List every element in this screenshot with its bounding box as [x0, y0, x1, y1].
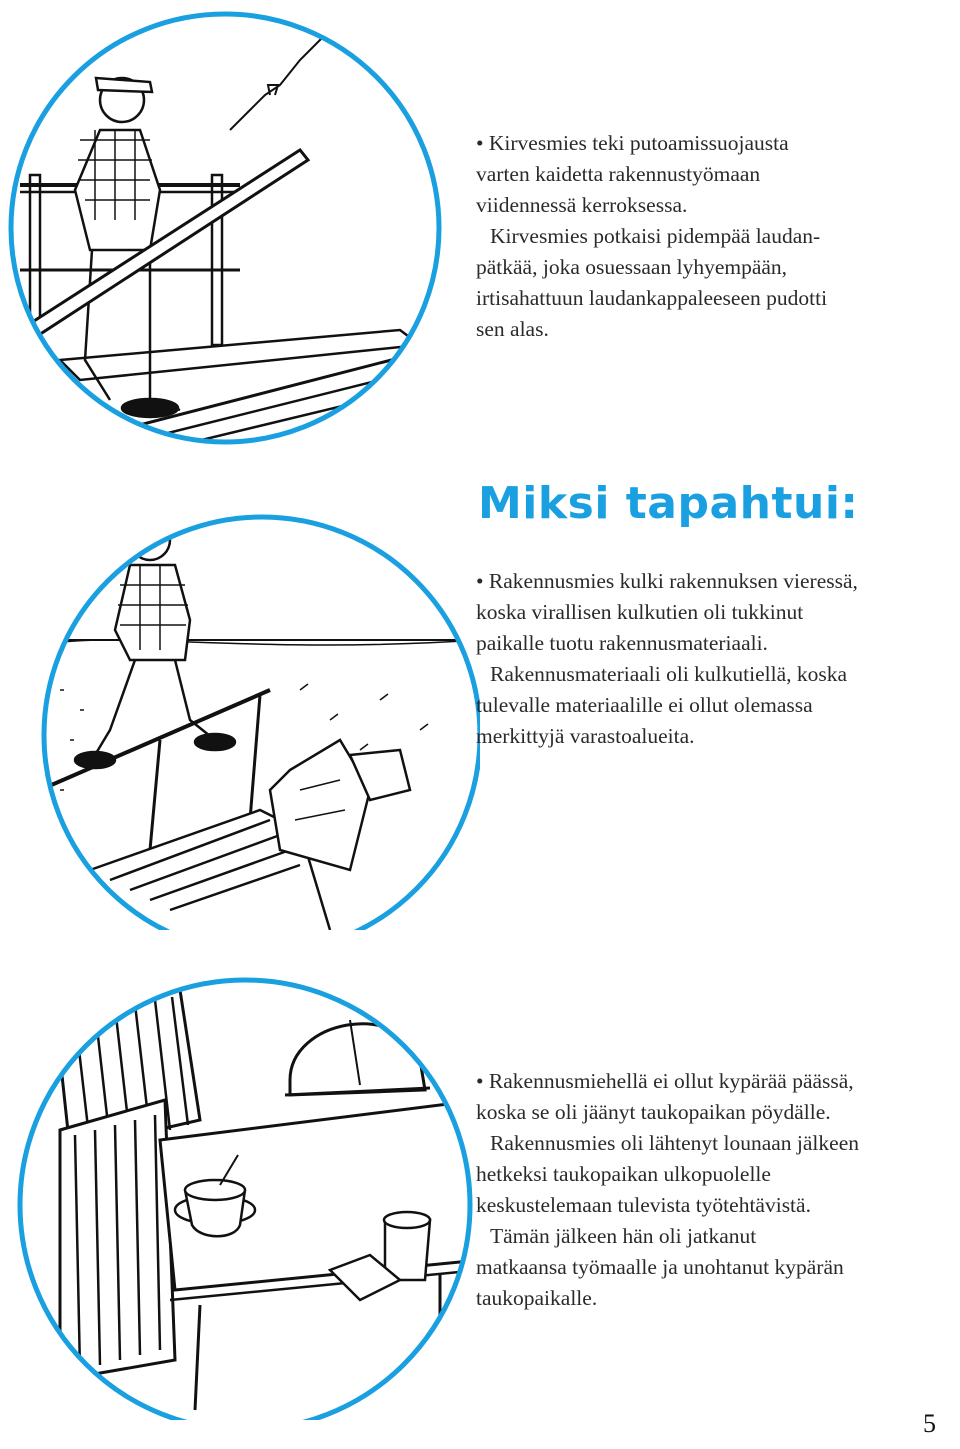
section1-line: pätkää, joka osuessaan lyhyempään, — [476, 255, 788, 279]
section3-line: keskustelemaan tulevista työtehtävistä. — [476, 1193, 811, 1217]
section3-line: Rakennusmies oli lähtenyt lounaan jälkeen — [490, 1131, 859, 1155]
section3-line: Tämän jälkeen hän oli jatkanut — [490, 1224, 757, 1248]
section3-line: taukopaikalle. — [476, 1286, 598, 1310]
section1-line: varten kaidetta rakennustyömaan — [476, 162, 761, 186]
section2-text — [476, 566, 858, 752]
page-number: 5 — [923, 1409, 936, 1438]
section2-line: • Rakennusmies kulki rakennuksen vieressä, — [476, 569, 858, 593]
section3-line: koska se oli jäänyt taukopaikan pöydälle. — [476, 1100, 831, 1124]
section2-line: tulevalle materiaalille ei ollut olemassa — [476, 693, 813, 717]
carpenter-illustration — [0, 0, 470, 460]
section1-line: sen alas. — [476, 317, 549, 341]
section1-line: irtisahattuun laudankappaleeseen pudotti — [476, 286, 828, 310]
worker-walking-illustration — [0, 490, 480, 930]
section1-line: viidennessä kerroksessa. — [476, 193, 688, 217]
section3-line: hetkeksi taukopaikan ulkopuolelle — [476, 1162, 771, 1186]
section2-line: koska virallisen kulkutien oli tukkinut — [476, 600, 804, 624]
section3-line: • Rakennusmiehellä ei ollut kypärää päässä, — [476, 1069, 854, 1093]
section-heading: Miksi tapahtui: — [478, 478, 859, 529]
section3-text — [476, 1066, 859, 1314]
section3-line: matkaansa työmaalle ja unohtanut kypärän — [476, 1255, 844, 1279]
table-helmet-illustration — [0, 960, 480, 1420]
section2-line: paikalle tuotu rakennusmateriaali. — [476, 631, 768, 655]
section1-line: • Kirvesmies teki putoamissuojausta — [476, 131, 789, 155]
section2-line: Rakennusmateriaali oli kulkutiellä, koska — [490, 662, 848, 686]
section1-line: Kirvesmies potkaisi pidempää laudan- — [490, 224, 821, 248]
section1-text — [476, 128, 827, 345]
section2-line: merkittyjä varastoalueita. — [476, 724, 695, 748]
